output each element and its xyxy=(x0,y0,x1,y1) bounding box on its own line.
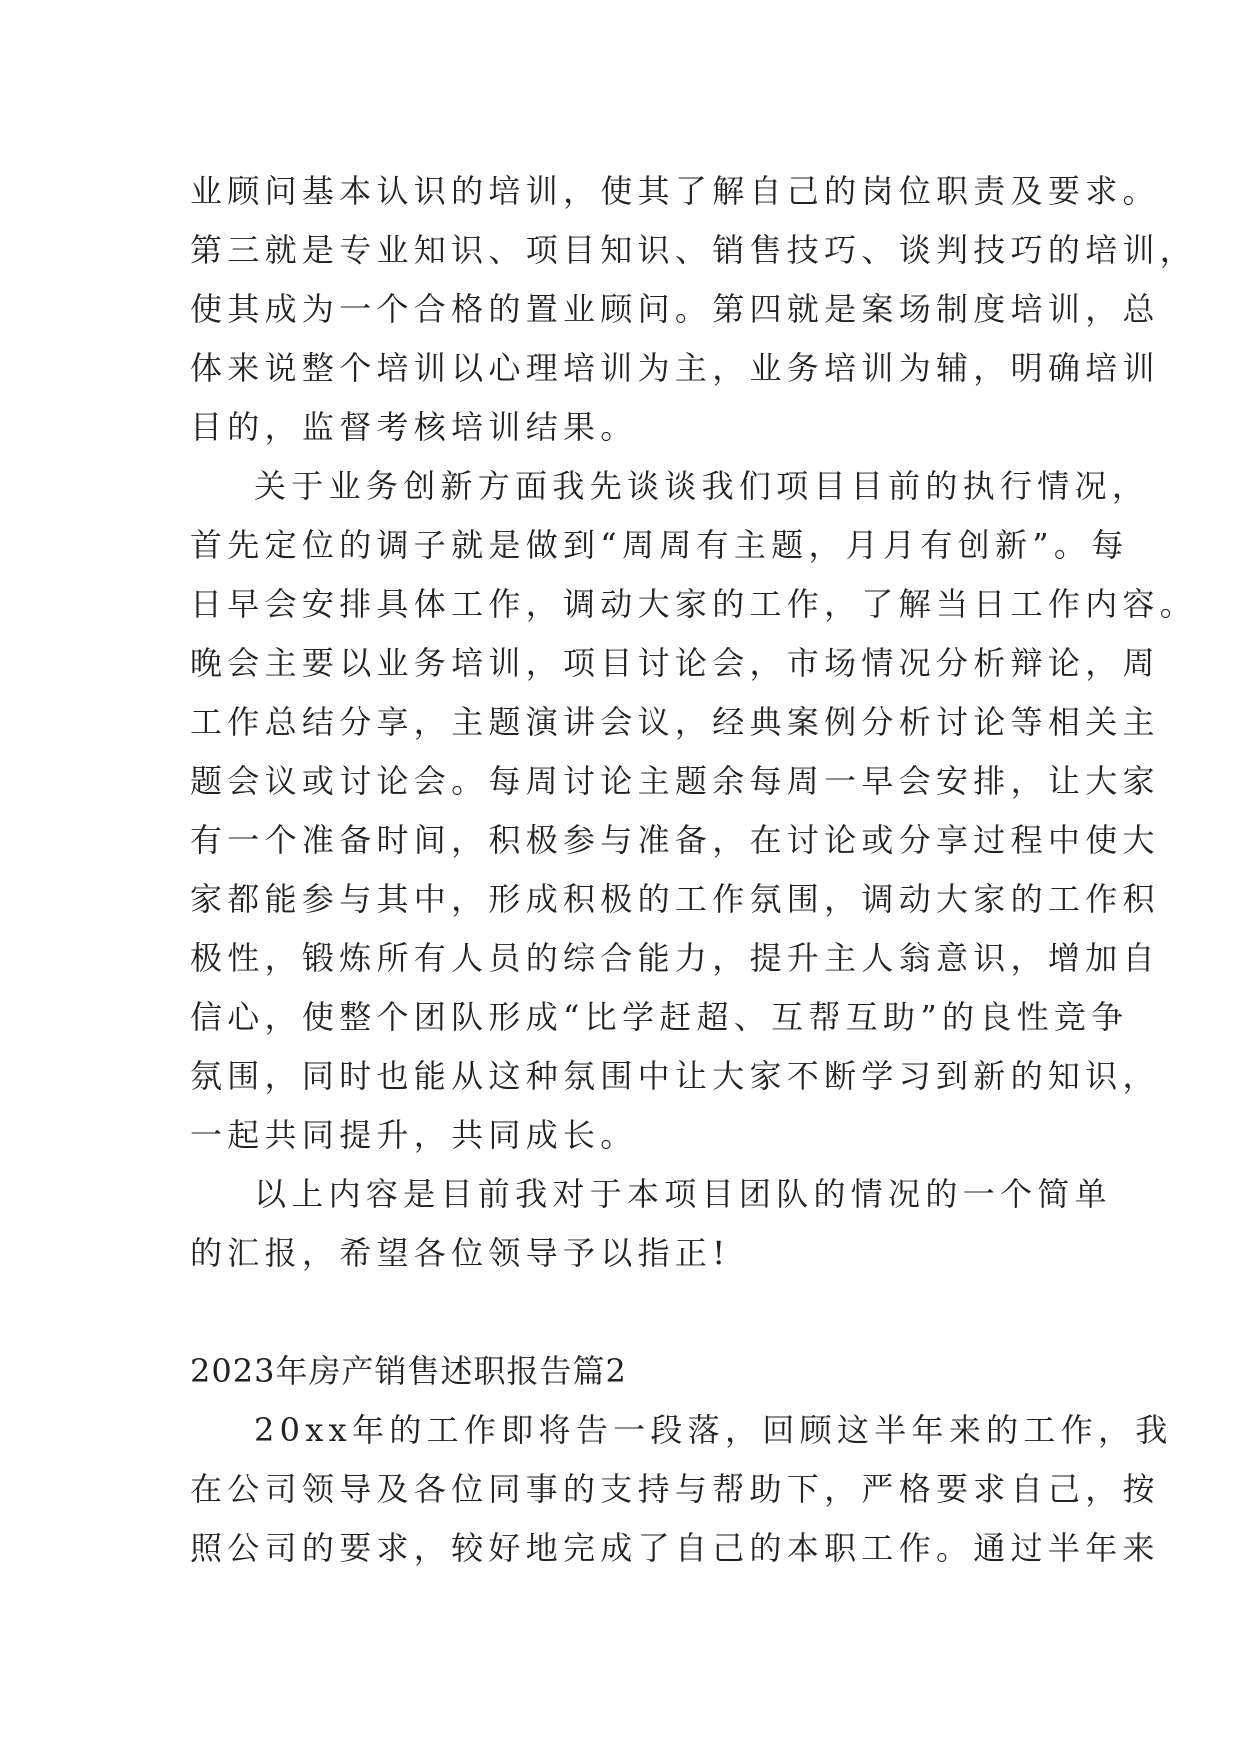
paragraph-innovation xyxy=(190,457,1198,1165)
text-line: 体来说整个培训以心理培训为主，业务培训为辅，明确培训 xyxy=(190,349,1160,387)
text-line: 关于业务创新方面我先谈谈我们项目目前的执行情况， xyxy=(254,467,1150,505)
text-line: 业顾问基本认识的培训，使其了解自己的岗位职责及要求。 xyxy=(190,172,1160,210)
text-line: 题会议或讨论会。每周讨论主题余每周一早会安排，让大家 xyxy=(190,762,1160,800)
text-line: 的汇报，希望各位领导予以指正! xyxy=(190,1234,731,1272)
text-line: 氛围，同时也能从这种氛围中让大家不断学习到新的知识， xyxy=(190,1057,1160,1095)
text-line: 使其成为一个合格的置业顾问。第四就是案场制度培训，总 xyxy=(190,290,1160,328)
text-line: 晚会主要以业务培训，项目讨论会，市场情况分析辩论，周 xyxy=(190,644,1160,682)
text-line: 首先定位的调子就是做到“周周有主题，月月有创新”。每 xyxy=(190,526,1129,564)
text-line: 极性，锻炼所有人员的综合能力，提升主人翁意识，增加自 xyxy=(190,939,1160,977)
text-line: 第三就是专业知识、项目知识、销售技巧、谈判技巧的培训， xyxy=(190,231,1198,269)
text-line: 照公司的要求，较好地完成了自己的本职工作。通过半年来 xyxy=(190,1529,1160,1567)
text-line: 信心，使整个团队形成“比学赶超、互帮互助”的良性竞争 xyxy=(190,998,1129,1036)
text-line: 目的，监督考核培训结果。 xyxy=(190,408,638,446)
document-page xyxy=(190,162,1198,1578)
paragraph-training xyxy=(190,162,1198,457)
text-line: 日早会安排具体工作，调动大家的工作，了解当日工作内容。 xyxy=(190,585,1198,623)
text-line: 20xx年的工作即将告一段落，回顾这半年来的工作，我 xyxy=(254,1411,1173,1449)
paragraph-conclusion xyxy=(190,1165,1112,1283)
text-line: 工作总结分享，主题演讲会议，经典案例分析讨论等相关主 xyxy=(190,703,1160,741)
text-line: 以上内容是目前我对于本项目团队的情况的一个简单 xyxy=(254,1175,1112,1213)
text-line: 一起共同提升，共同成长。 xyxy=(190,1116,638,1154)
section-heading: 2023年房产销售述职报告篇2 xyxy=(190,1352,627,1390)
text-line: 有一个准备时间，积极参与准备，在讨论或分享过程中使大 xyxy=(190,821,1160,859)
text-line: 在公司领导及各位同事的支持与帮助下，严格要求自己，按 xyxy=(190,1470,1160,1508)
paragraph-summary xyxy=(190,1401,1173,1578)
text-line: 家都能参与其中，形成积极的工作氛围，调动大家的工作积 xyxy=(190,880,1160,918)
